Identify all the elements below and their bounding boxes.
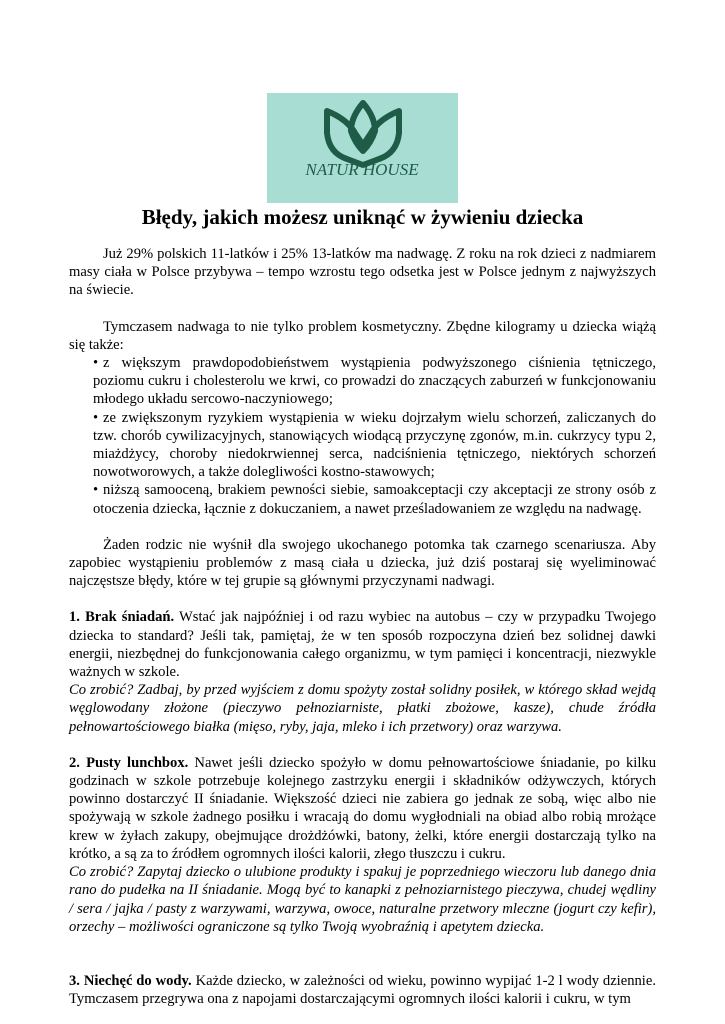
section-heading: 1. Brak śniadań. bbox=[69, 609, 175, 626]
section-water: 3. Niechęć do wody. Każde dziecko, w zależności od wieku, powinno wypijać 1-2 l wody dziennie. Tymczasem przegrywa ona z napojami dostarczającymi ogromnych ilości kalorii i cukru, w tym bbox=[69, 972, 656, 1008]
section-tip: Co zrobić? Zadbaj, by przed wyjściem z domu spożyty został solidny posiłek, w którego skład wejdą węglowodany złożone (pieczywo pełnoziarniste, płatki zbożowe, kasze), chude źródła pełnowartościowego białka (mięso, ryby, jaja, mleko i ich przetwory) oraz warzywa. bbox=[69, 682, 656, 735]
section-lunchbox: 2. Pusty lunchbox. Nawet jeśli dziecko spożyło w domu pełnowartościowe śniadanie, po kilku godzinach w szkole potrzebuje kolejnego zastrzyku energii i składników odżywczych, których powinno dostarczyć II śniadanie. Większość dzieci nie zabiera go jednak ze sobą, więc albo nie spożywają w szkole żadnego posiłku i wracają do domu wygłodniali na obiad albo robią mrożące krew w żyłach zakupy, obejmujące drożdżówki, batony, żelki, które energii dostarczają tylko na krótko, a są za to źródłem ogromnych ilości kalorii, złego tłuszczu i cukru. bbox=[69, 754, 656, 862]
section-heading: 2. Pusty lunchbox. bbox=[69, 754, 189, 771]
intro-paragraph: Już 29% polskich 11-latków i 25% 13-latków ma nadwagę. Z roku na rok dzieci z nadmiarem masy ciała w Polsce przybywa – tempo wzrostu tego odsetka jest w Polsce jednym z najwyższych na świecie. bbox=[69, 246, 656, 299]
section-heading: 3. Niechęć do wody. bbox=[69, 972, 192, 989]
scenario-paragraph: Żaden rodzic nie wyśnił dla swojego ukochanego potomka tak czarnego scenariusza. Aby zapobiec wystąpieniu problemów z masą ciała u dziecka, już dziś postaraj się wyeliminować najczęstsze błędy, które w tej grupie są głównymi przyczynami nadwagi. bbox=[69, 536, 656, 590]
health-risks-paragraph: Tymczasem nadwaga to nie tylko problem kosmetyczny. Zbędne kilogramy u dziecka wiążą się także: bbox=[69, 318, 656, 353]
list-item: • ze zwiększonym ryzykiem wystąpienia w wieku dojrzałym wielu schorzeń, zaliczanych do tzw. chorób cywilizacyjnych, stanowiących wiodącą przyczynę zgonów, m.in. cukrzycy typu 2, miażdżycy, choroby niedokrwiennej serca, nadciśnienia tętniczego, niektórych schorzeń nowotworowych, a także dolegliwości kostno-stawowych; bbox=[93, 409, 656, 481]
logo-text: NATUR HOUSE bbox=[305, 160, 419, 179]
section-breakfast: 1. Brak śniadań. Wstać jak najpóźniej i od razu wybiec na autobus – czy w przypadku Twojego dziecka to standard? Jeśli tak, pamiętaj, że w ten sposób rozpoczyna dzień bez solidnej dawki energii, niezbędnej do funkcjonowania całego organizmu, w tym pamięci i koncentracji, niezwykle ważnych w szkole. bbox=[69, 609, 656, 681]
document-title: Błędy, jakich możesz uniknąć w żywieniu dziecka bbox=[141, 205, 584, 229]
document-body bbox=[69, 245, 656, 1008]
lotus-icon bbox=[267, 93, 458, 203]
risk-list bbox=[69, 354, 656, 518]
section-tip: Co zrobić? Zapytaj dziecko o ulubione produkty i spakuj je poprzedniego wieczoru lub danego dnia rano do pudełka na II śniadanie. Mogą być to kanapki z pełnoziarnistego pieczywa, chudej wędliny / sera / jajka / pasty z warzywami, warzywa, owoce, naturalne przetwory mleczne (jogurt czy kefir), orzechy – możliwości ograniczone są tylko Twoją wyobraźnią i apetytem dziecka. bbox=[69, 864, 656, 935]
list-item: • niższą samooceną, brakiem pewności siebie, samoakceptacji czy akceptacji ze strony osób z otoczenia dziecka, łącznie z dokuczaniem, a nawet prześladowaniem ze względu na nadwagę. bbox=[93, 482, 656, 517]
naturhouse-logo bbox=[267, 93, 458, 203]
list-item: • z większym prawdopodobieństwem wystąpienia podwyższonego ciśnienia tętniczego, poziomu cukru i cholesterolu we krwi, co prowadzi do znaczących zaburzeń w funkcjonowaniu młodego układu sercowo-naczyniowego; bbox=[93, 355, 656, 408]
